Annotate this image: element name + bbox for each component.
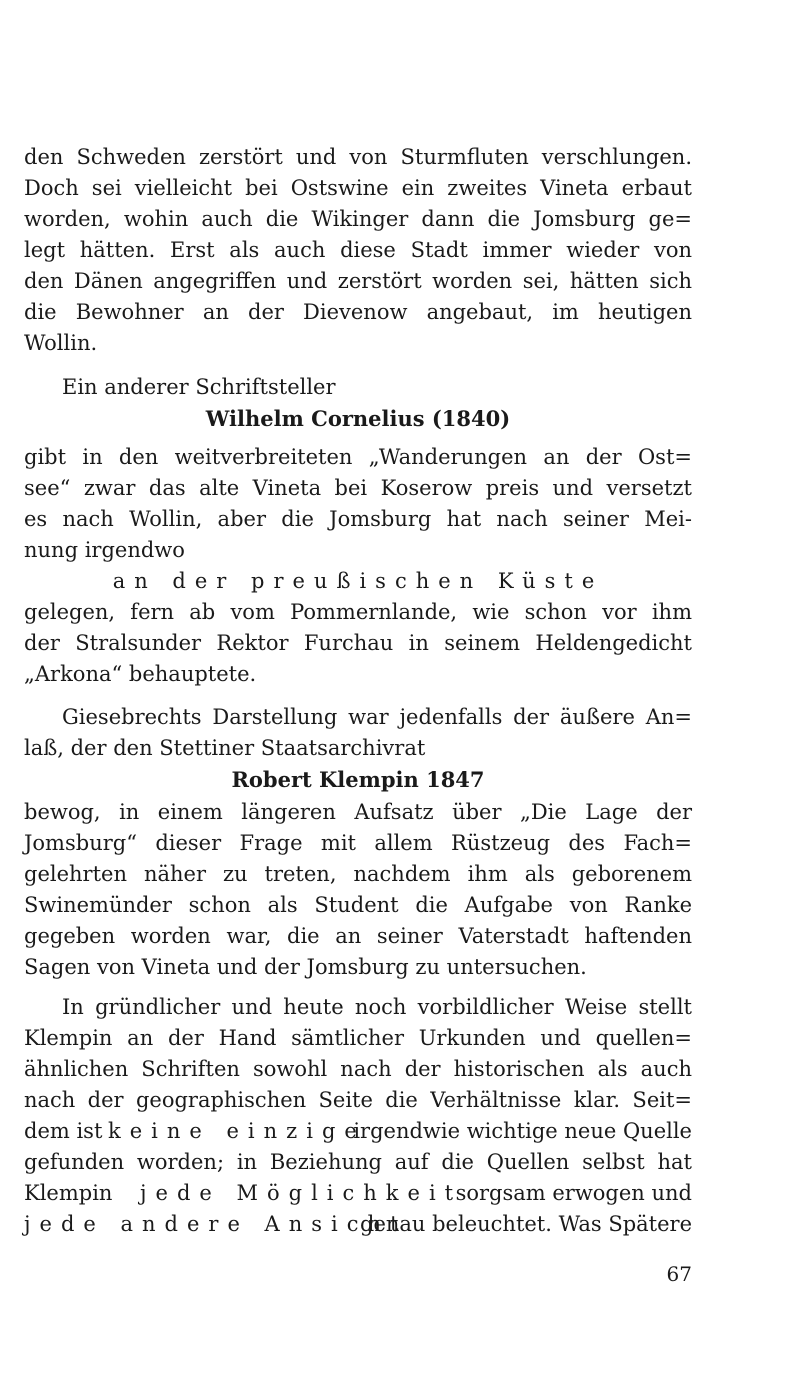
text-line: Wollin. — [24, 331, 98, 355]
text-line: Ein anderer Schriftsteller — [62, 375, 336, 399]
spaced-emphasis: jede andere Ansicht — [24, 1212, 408, 1236]
text-line: den Schweden zerstört und von Sturmfluten verschlungen. — [24, 145, 692, 169]
text-line: Sagen von Vineta und der Jomsburg zu untersuchen. — [24, 955, 587, 979]
text-line: Swinemünder schon als Student die Aufgabe von Ranke — [24, 893, 692, 917]
text-line: Doch sei vielleicht bei Ostswine ein zweites Vineta erbaut — [24, 176, 692, 200]
text-line: die Bewohner an der Dievenow angebaut, im heutigen — [24, 300, 692, 324]
centered-name: Robert Klempin 1847 — [231, 767, 485, 792]
text-line: gefunden worden; in Beziehung auf die Quellen selbst hat — [24, 1150, 692, 1174]
text-line: legt hätten. Erst als auch diese Stadt immer wieder von — [24, 238, 692, 262]
text-fragment: sorgsam erwogen und — [455, 1181, 692, 1205]
text-line: see“ zwar das alte Vineta bei Koserow preis und versetzt — [24, 476, 692, 500]
page-number: 67 — [666, 1262, 692, 1286]
text-line: Jomsburg“ dieser Frage mit allem Rüstzeug des Fach= — [24, 831, 692, 855]
text-line: ähnlichen Schriften sowohl nach der historischen als auch — [24, 1057, 692, 1081]
spaced-emphasis-line: an der preußischen Küste — [112, 569, 604, 593]
text-line: In gründlicher und heute noch vorbildlicher Weise stellt — [62, 995, 692, 1019]
text-line: „Arkona“ behauptete. — [24, 662, 257, 686]
text-line: gegeben worden war, die an seiner Vaterstadt haftenden — [24, 924, 692, 948]
text-line: gibt in den weitverbreiteten „Wanderungen an der Ost= — [24, 445, 692, 469]
text-line: Klempin an der Hand sämtlicher Urkunden und quellen= — [24, 1026, 692, 1050]
text-line: laß, der den Stettiner Staatsarchivrat — [24, 736, 426, 760]
text-line: Giesebrechts Darstellung war jedenfalls der äußere An= — [62, 705, 692, 729]
text-fragment: Klempin — [24, 1181, 113, 1205]
text-line: bewog, in einem längeren Aufsatz über „Die Lage der — [24, 800, 692, 824]
text-line: gelehrten näher zu treten, nachdem ihm als geborenem — [24, 862, 692, 886]
spaced-emphasis: jede Möglichkeit — [140, 1181, 463, 1205]
spaced-emphasis: keine einzige — [108, 1119, 366, 1143]
text-line: nung irgendwo — [24, 538, 185, 562]
text-fragment: irgendwie wichtige neue Quelle — [353, 1119, 692, 1143]
text-line: gelegen, fern ab vom Pommernlande, wie schon vor ihm — [24, 600, 692, 624]
text-line: worden, wohin auch die Wikinger dann die Jomsburg ge= — [24, 207, 692, 231]
text-line: der Stralsunder Rektor Furchau in seinem Heldengedicht — [24, 631, 692, 655]
text-fragment: genau beleuchtet. Was Spätere — [360, 1212, 693, 1236]
text-fragment: dem ist — [24, 1119, 103, 1143]
text-line: den Dänen angegriffen und zerstört worden sei, hätten sich — [24, 269, 692, 293]
text-line: es nach Wollin, aber die Jomsburg hat nach seiner Mei- — [24, 507, 692, 531]
centered-name: Wilhelm Cornelius (1840) — [205, 406, 511, 431]
text-line: nach der geographischen Seite die Verhältnisse klar. Seit= — [24, 1088, 692, 1112]
